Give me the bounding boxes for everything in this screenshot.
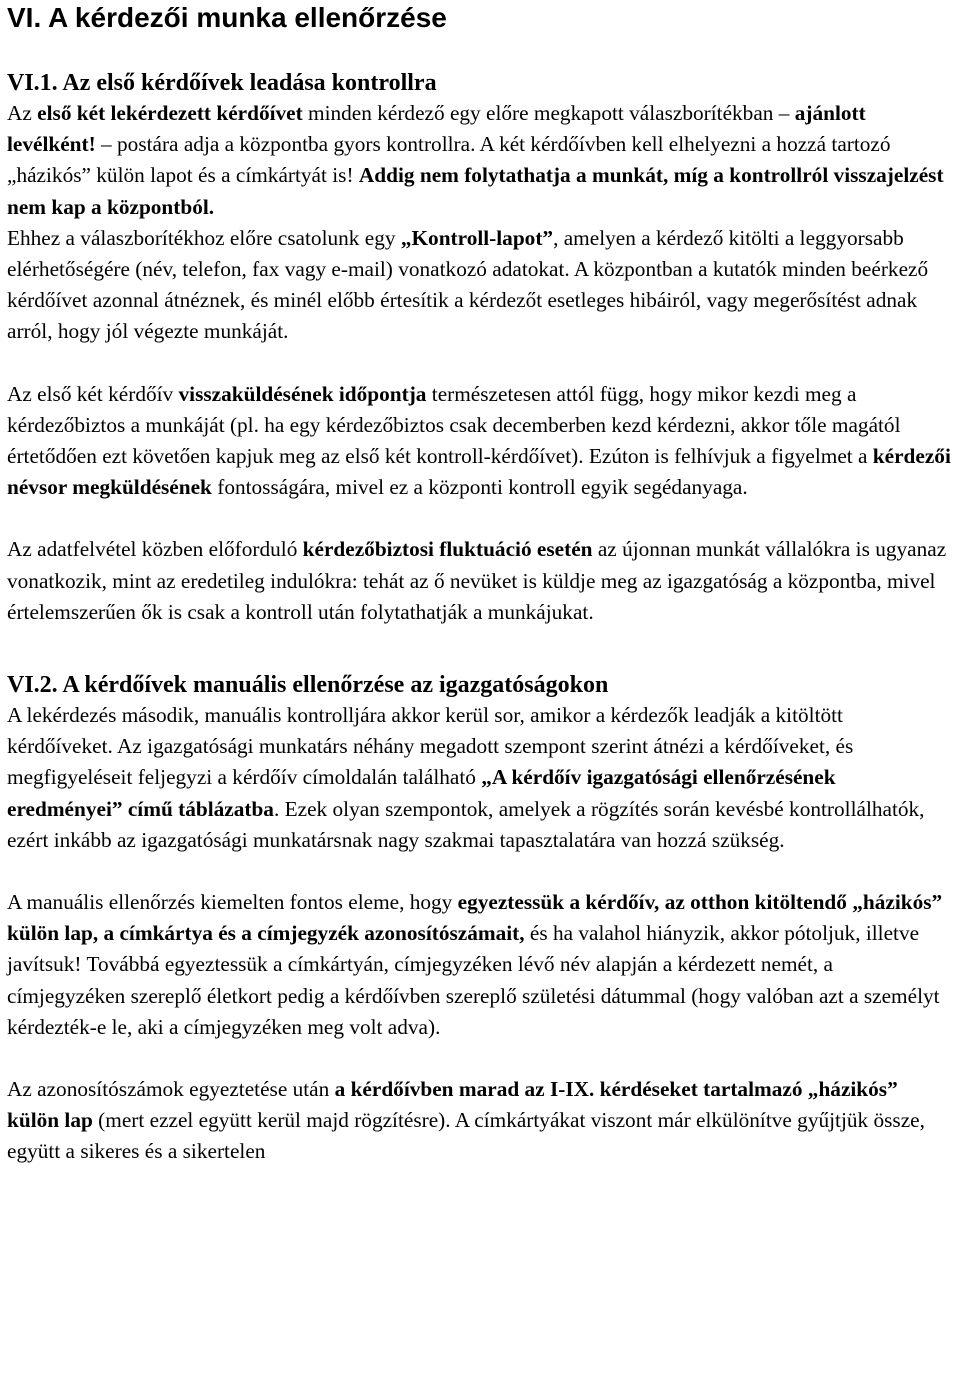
section-1-paragraph-1: [7, 98, 953, 348]
text-run: , amelyen a kérdező kitölti a leggyorsabb elérhetőségére (név, telefon, fax vagy e-mail) vonatkozó adatokat. A központban a kutatók minden beérkező kérdőívet azonnal átnéznek, és minél előbb értesítik a kérdezőt esetleges hibáiról, vagy megerősítést adnak arról, hogy jól végezte munkáját.: [7, 225, 929, 344]
section-2-paragraph-3: [7, 1074, 953, 1168]
section-2-paragraph-1: [7, 700, 953, 856]
text-run: az újonnan munkát vállalókra is ugyanaz vonatkozik, mint az eredetileg indulókra: tehát az ő nevüket is küldje meg az igazgatóság a központba, mivel értelemszerűen ők is csak a kontroll után folytathatják a munkájukat.: [7, 537, 947, 624]
bold-run: „A kérdőív igazgatósági ellenőrzésének eredményei” című táblázatba: [7, 765, 836, 821]
text-run: Az első két kérdőív: [7, 381, 179, 406]
text-run: A manuális ellenőrzés kiemelten fontos eleme, hogy: [7, 890, 458, 915]
section-2-paragraph-2: [7, 887, 953, 1043]
bold-run: első két lekérdezett kérdőívet: [37, 101, 303, 125]
text-run: A lekérdezés második, manuális kontrolljára akkor kerül sor, amikor a kérdezők leadják a kitöltött kérdőíveket. Az igazgatósági munkatárs néhány megadott szempont szerint átnézi a kérdőíveket, és megfigyeléseit feljegyzi a kérdőív címoldalán található: [7, 703, 854, 790]
bold-run: a kérdőívben marad az I-IX. kérdéseket tartalmazó „házikós” külön lap: [7, 1077, 898, 1133]
text-run: természetesen attól függ, hogy mikor kezdi meg a kérdezőbiztos a munkáját (pl. ha egy kérdezőbiztos csak decemberben kezd kérdezni, akkor tőle magától értetődően ezt követően kapjuk meg az első két kontroll-kérdőívet). Ezúton is felhívjuk a figyelmet a: [7, 381, 901, 469]
bold-run: egyeztessük a kérdőív, az otthon kitöltendő „házikós” külön lap, a címkártya és a címjegyzék azonosítószámait,: [7, 890, 943, 946]
chapter-heading: VI. A kérdezői munka ellenőrzése: [7, 2, 447, 33]
text-run: Az adatfelvétel közben előforduló: [7, 537, 303, 562]
text-run: fontosságára, mivel ez a központi kontroll egyik segédanyaga.: [211, 475, 748, 500]
text-run: minden kérdező egy előre megkapott válaszborítékban –: [302, 101, 795, 125]
section-2-title: VI.2. A kérdőívek manuális ellenőrzése az igazgatóságokon: [7, 672, 609, 699]
text-run: Az: [7, 101, 38, 125]
text-run: Az azonosítószámok egyeztetése után: [7, 1077, 335, 1102]
bold-run: „Kontroll-lapot”: [400, 225, 554, 250]
text-run: és ha valahol hiányzik, akkor pótoljuk, illetve javítsuk! Továbbá egyeztessük a címkártyán, címjegyzéken lévő név alapján a kérdezett nemét, a címjegyzéken szereplő életkort pedig a kérdőívben szereplő születési dátummal (hogy valóban azt a személyt kérdezték-e le, aki a címjegyzéken meg volt adva).: [7, 921, 940, 1039]
section-1-paragraph-2: [7, 379, 953, 504]
bold-run: ajánlott levélként!: [7, 101, 866, 157]
text-run: – postára adja a központba gyors kontrollra. A két kérdőívben kell elhelyezni a hozzá tartozó „házikós” külön lapot és a címkártyát is!: [7, 132, 891, 188]
text-run: . Ezek olyan szempontok, amelyek a rögzítés során kevésbé kontrollálhatók, ezért inkább az igazgatósági munkatársnak nagy szakmai tapasztalatára van hozzá szükség.: [7, 796, 925, 852]
section-1-title: VI.1. Az első kérdőívek leadása kontrollra: [7, 70, 437, 96]
section-1-paragraph-3: [7, 534, 953, 628]
bold-run: Addig nem folytathatja a munkát, míg a kontrollról visszajelzést nem kap a központból.: [7, 163, 944, 219]
bold-run: kérdezői névsor megküldésének: [7, 444, 951, 500]
text-run: (mert ezzel együtt kerül majd rögzítésre). A címkártyákat viszont már elkülönítve gyűjtjük össze, együtt a sikeres és a sikertelen: [7, 1108, 925, 1164]
bold-run: kérdezőbiztosi fluktuáció esetén: [302, 537, 593, 562]
bold-run: visszaküldésének időpontja: [178, 381, 427, 406]
text-run: Ehhez a válaszborítékhoz előre csatolunk egy: [7, 225, 401, 250]
document-page: [7, 0, 953, 1168]
